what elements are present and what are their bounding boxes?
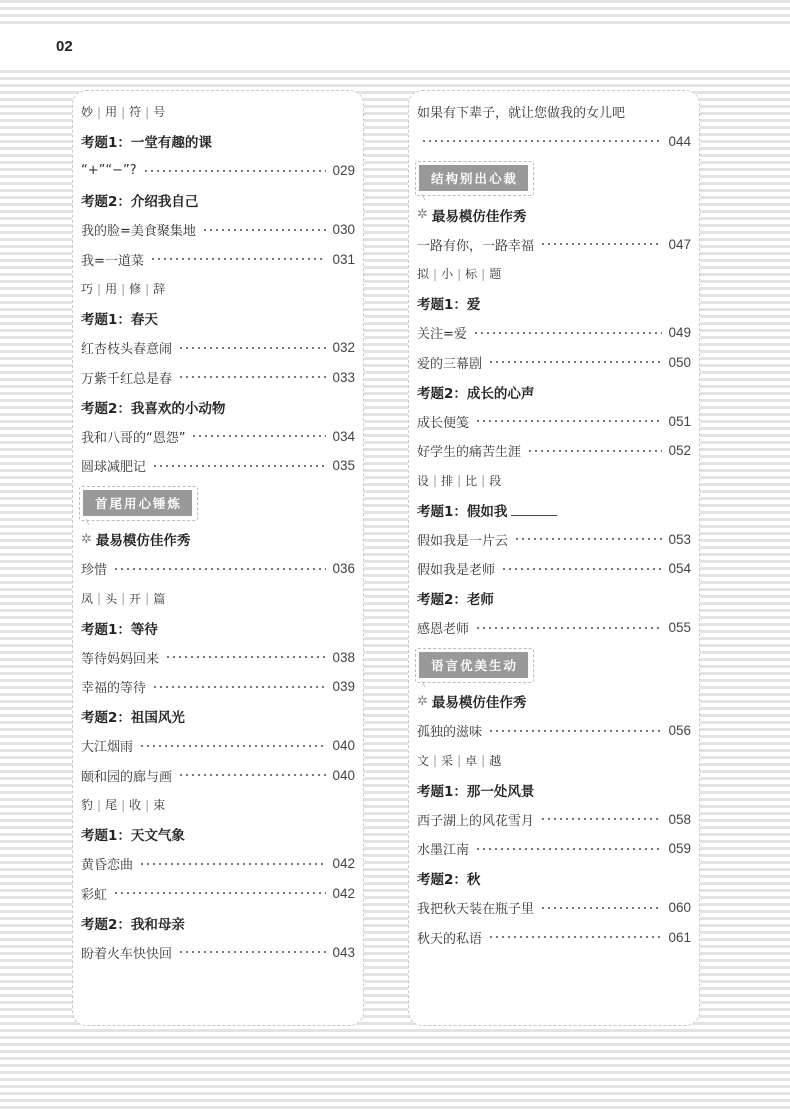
leader-dots [165,656,326,658]
separator-bar: | [457,753,462,768]
toc-left-column [72,90,364,1026]
toc-entry[interactable] [417,318,691,348]
gear-icon: ✲ [81,531,92,547]
featured-text: 最易模仿佳作秀 [431,695,527,712]
toc-entry[interactable] [417,613,691,643]
entry-title-line[interactable] [417,97,691,127]
exam-topic-heading [81,392,355,422]
topic-text: 考题2：老师 [417,592,494,609]
separator-bar: | [145,797,150,812]
entry-page-number: 039 [332,679,355,695]
subheading-char: 用 [105,282,118,297]
entry-page-number: 036 [332,561,355,577]
subheading-char: 束 [153,798,166,813]
toc-entry[interactable] [417,525,691,555]
toc-entry[interactable] [81,363,355,393]
toc-entry[interactable] [81,215,355,245]
entry-page-number: 033 [332,369,355,385]
subheading-char: 文 [417,753,430,768]
leader-dots [139,863,326,865]
featured-text: 最易模仿佳作秀 [95,533,191,550]
featured-heading [417,687,691,717]
leader-dots [139,745,326,747]
entry-page-number: 061 [668,929,691,945]
toc-entry[interactable] [417,348,691,378]
subheading-char: 拟 [417,267,430,282]
entry-page-number: 051 [668,413,691,429]
subheading-char: 凤 [81,591,94,606]
toc-entry[interactable] [81,761,355,791]
entry-title: 爱的三幕剧 [417,356,483,372]
separator-bar: | [145,591,150,606]
page-number: 02 [56,38,73,55]
exam-topic-heading [81,304,355,334]
toc-entry[interactable] [417,554,691,584]
gear-icon: ✲ [417,207,428,223]
entry-title: 西子湖上的风花雪月 [417,813,535,829]
separator-bar: | [145,281,150,296]
separator-bar: | [97,281,102,296]
subheading-char: 豹 [81,798,94,813]
header-band [0,26,790,66]
entry-title: 如果有下辈子，就让您做我的女儿吧 [417,106,626,122]
separator-bar: | [97,104,102,119]
toc-entry[interactable] [81,333,355,363]
subheading-char: 妙 [81,105,94,120]
separator-bar: | [121,281,126,296]
subheading-char: 卓 [465,753,478,768]
entry-title: 彩虹 [81,887,108,903]
separator-bar: | [433,473,438,488]
separator-bar: | [121,797,126,812]
section-tag-row [417,643,691,687]
leader-dots [202,229,327,231]
separator-bar: | [457,266,462,281]
entry-title: 幸福的等待 [81,681,147,697]
subheading-char: 收 [129,798,142,813]
leader-dots [113,892,326,894]
leader-dots [488,936,662,938]
leader-dots [514,538,662,540]
toc-right-column [408,90,700,1026]
featured-heading [81,525,355,555]
entry-title: 黄昏恋曲 [81,858,134,874]
entry-page-number: 031 [332,251,355,267]
subheading-char: 修 [129,282,142,297]
topic-text: 考题1：天文气象 [81,828,185,845]
toc-entry[interactable] [417,893,691,923]
entry-page-number: 050 [668,354,691,370]
entry-page-number: 052 [668,443,691,459]
toc-entry[interactable] [81,451,355,481]
subheading-char: 段 [489,473,502,488]
technique-subheading [417,746,691,776]
technique-subheading [81,584,355,614]
leader-dots [488,730,662,732]
entry-page-number: 049 [668,325,691,341]
separator-bar: | [481,473,486,488]
separator-bar: | [121,104,126,119]
leader-dots [152,465,326,467]
entry-page-number: 053 [668,531,691,547]
separator-bar: | [145,104,150,119]
entry-title: 一路有你，一路幸福 [417,238,535,254]
toc-entry[interactable] [81,849,355,879]
entry-title: 假如我是老师 [417,563,496,579]
leader-dots [540,907,662,909]
subheading-char: 尾 [105,798,118,813]
separator-bar: | [97,591,102,606]
subheading-char: 号 [153,105,166,120]
exam-topic-heading [81,186,355,216]
separator-bar: | [481,266,486,281]
entry-title: 圆球减肥记 [81,460,147,476]
leader-dots [488,361,662,363]
subheading-char: 比 [465,473,478,488]
subheading-char: 采 [441,753,454,768]
exam-topic-heading [417,495,691,525]
leader-dots [178,347,326,349]
separator-bar: | [433,266,438,281]
topic-text: 考题1：爱 [417,297,481,314]
entry-title: 好学生的痛苦生涯 [417,445,522,461]
entry-page-number: 030 [332,222,355,238]
separator-bar: | [97,797,102,812]
entry-title: 盼着火车快快回 [81,946,173,962]
leader-dots [475,848,662,850]
entry-page-number: 029 [332,163,355,179]
leader-dots [143,170,327,172]
topic-text: 考题2：秋 [417,872,481,889]
toc-entry[interactable] [417,407,691,437]
topic-text: 考题2：介绍我自己 [81,194,199,211]
entry-title: 假如我是一片云 [417,533,509,549]
entry-page-number: 034 [332,428,355,444]
entry-title: 我的脸=美食聚集地 [81,224,196,240]
section-tag: 语言优美生动 [419,652,528,678]
entry-title: 大江烟雨 [81,740,134,756]
entry-title: 孤独的滋味 [417,725,483,741]
entry-title: 关注=爱 [417,327,467,343]
toc-entry[interactable] [81,554,355,584]
subheading-char: 巧 [81,282,94,297]
toc-entry[interactable] [81,731,355,761]
separator-bar: | [433,753,438,768]
gear-icon: ✲ [417,693,428,709]
entry-title: 水墨江南 [417,843,470,859]
subheading-char: 小 [441,267,454,282]
toc-entry[interactable] [417,805,691,835]
entry-page-number: 040 [332,738,355,754]
separator-bar: | [481,753,486,768]
featured-heading [417,200,691,230]
technique-subheading [81,790,355,820]
entry-page-number: 044 [668,133,691,149]
section-tag: 首尾用心锤炼 [83,490,192,516]
toc-entry[interactable] [417,230,691,260]
toc-entry[interactable] [417,127,691,157]
entry-page-number: 047 [668,236,691,252]
entry-title: 秋天的私语 [417,931,483,947]
exam-topic-heading [81,908,355,938]
subheading-char: 篇 [153,591,166,606]
entry-title: “+”“−”? [81,163,137,179]
subheading-char: 用 [105,105,118,120]
toc-entry[interactable] [417,923,691,953]
topic-text: 考题1：春天 [81,312,158,329]
entry-title: 等待妈妈回来 [81,651,160,667]
exam-topic-heading [417,864,691,894]
featured-text: 最易模仿佳作秀 [431,208,527,225]
toc-entry[interactable] [81,422,355,452]
section-tag: 结构别出心裁 [419,165,528,191]
toc-entry[interactable] [81,245,355,275]
leader-dots [421,140,662,142]
entry-page-number: 042 [332,856,355,872]
entry-title: 万紫千红总是春 [81,371,173,387]
toc-entry[interactable] [417,834,691,864]
leader-dots [473,332,663,334]
exam-topic-heading [417,289,691,319]
leader-dots [527,450,662,452]
toc-entry[interactable] [417,436,691,466]
leader-dots [475,627,662,629]
entry-page-number: 042 [332,885,355,901]
subheading-char: 辞 [153,282,166,297]
entry-title: 红杏枝头春意闹 [81,342,173,358]
toc-entry[interactable] [81,879,355,909]
technique-subheading [417,259,691,289]
exam-topic-heading [417,377,691,407]
toc-entry[interactable] [81,643,355,673]
separator-bar: | [121,591,126,606]
leader-dots [501,568,662,570]
leader-dots [475,420,662,422]
toc-entry[interactable] [81,938,355,968]
fill-in-blank-line [511,503,557,516]
entry-page-number: 055 [668,620,691,636]
subheading-char: 头 [105,591,118,606]
leader-dots [540,243,662,245]
leader-dots [152,686,326,688]
entry-page-number: 059 [668,841,691,857]
toc-entry[interactable] [81,672,355,702]
toc-entry[interactable] [417,716,691,746]
leader-dots [191,435,326,437]
subheading-char: 题 [489,267,502,282]
exam-topic-heading [81,613,355,643]
leader-dots [150,258,327,260]
subheading-char: 符 [129,105,142,120]
leader-dots [113,568,326,570]
subheading-char: 越 [489,753,502,768]
entry-title: 我和八哥的“恩怨” [81,430,186,446]
separator-bar: | [457,473,462,488]
subheading-char: 设 [417,473,430,488]
section-tag-row [81,481,355,525]
entry-title: 颐和园的廊与画 [81,769,173,785]
technique-subheading [81,97,355,127]
topic-text: 考题1：一堂有趣的课 [81,135,212,152]
subheading-char: 开 [129,591,142,606]
leader-dots [178,951,326,953]
entry-page-number: 043 [332,944,355,960]
topic-text: 考题2：我和母亲 [81,916,185,933]
entry-title: 珍惜 [81,563,108,579]
topic-text: 考题2：成长的心声 [417,385,535,402]
leader-dots [178,774,326,776]
entry-title: 成长便笺 [417,415,470,431]
topic-text: 考题1：那一处风景 [417,783,535,800]
technique-subheading [417,466,691,496]
technique-subheading [81,274,355,304]
topic-text: 考题2：我喜欢的小动物 [81,400,226,417]
entry-page-number: 032 [332,340,355,356]
topic-text: 考题1：假如我 [417,503,508,520]
entry-page-number: 058 [668,811,691,827]
topic-text: 考题2：祖国风光 [81,710,185,727]
entry-title: 感恩老师 [417,622,470,638]
entry-title: 我=一道菜 [81,253,144,269]
leader-dots [178,376,326,378]
toc-entry[interactable] [81,156,355,186]
entry-page-number: 040 [332,767,355,783]
entry-page-number: 038 [332,649,355,665]
entry-page-number: 054 [668,561,691,577]
exam-topic-heading [81,702,355,732]
entry-page-number: 035 [332,458,355,474]
exam-topic-heading [81,820,355,850]
entry-title: 我把秋天装在瓶子里 [417,902,535,918]
exam-topic-heading [81,127,355,157]
subheading-char: 标 [465,267,478,282]
leader-dots [540,818,662,820]
section-tag-row [417,156,691,200]
entry-page-number: 060 [668,900,691,916]
exam-topic-heading [417,775,691,805]
subheading-char: 排 [441,473,454,488]
entry-page-number: 056 [668,723,691,739]
topic-text: 考题1：等待 [81,621,158,638]
exam-topic-heading [417,584,691,614]
